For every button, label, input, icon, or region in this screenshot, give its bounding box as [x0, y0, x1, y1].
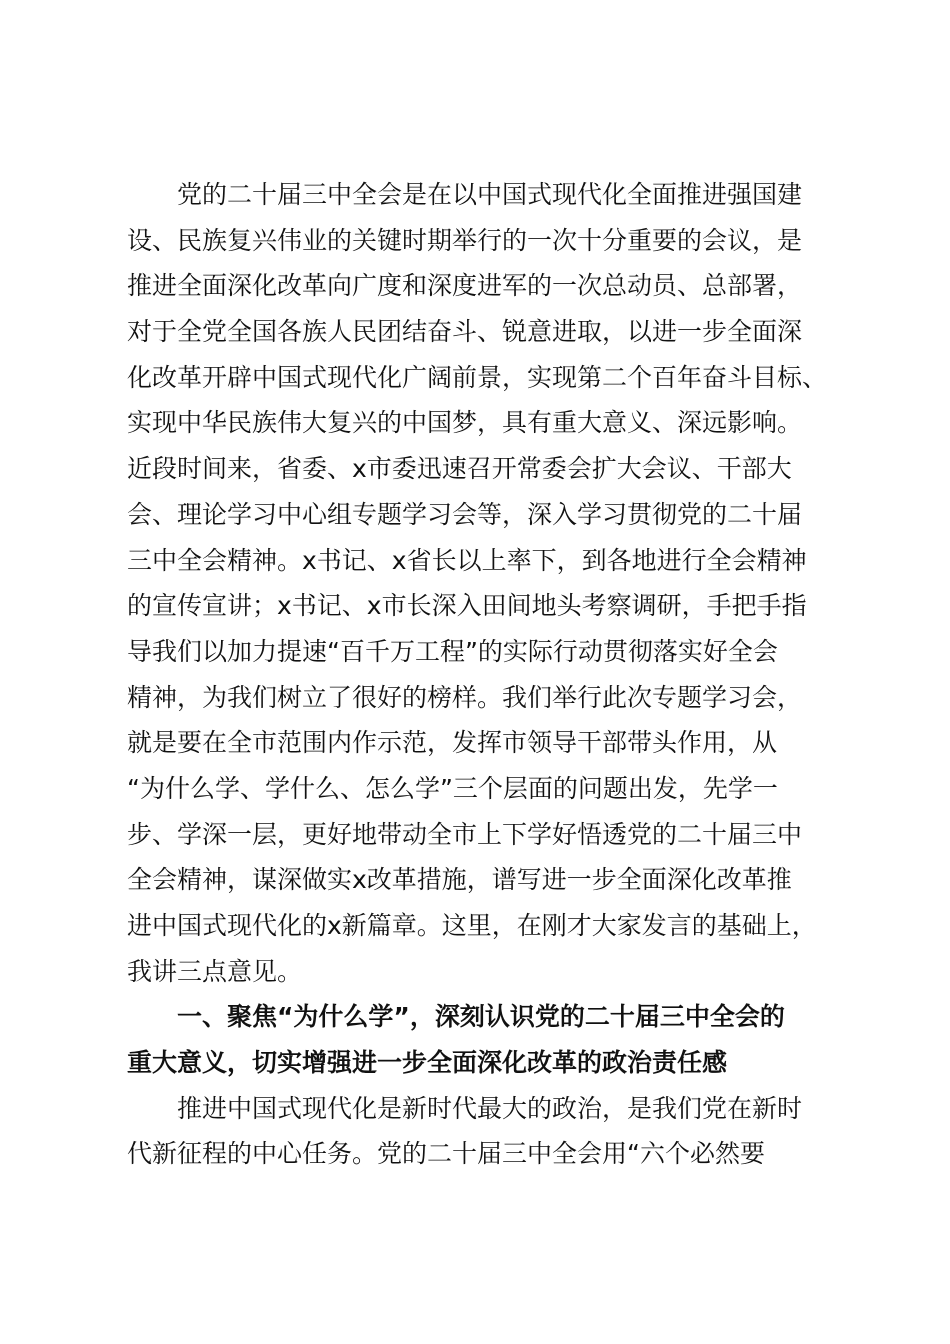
- paragraph-1-line: 精神，为我们树立了很好的榜样。我们举行此次专题学习会，: [127, 682, 803, 712]
- paragraph-1-line: 就是要在全市范围内作示范，发挥市领导干部带头作用，从: [127, 728, 778, 758]
- paragraph-1-line: “为什么学、学什么、怎么学”三个层面的问题出发，先学一: [127, 773, 778, 803]
- section-heading-line: 一、聚焦“为什么学”，深刻认识党的二十届三中全会的: [177, 1002, 785, 1032]
- paragraph-1-line: 近段时间来，省委、x市委迅速召开常委会扩大会议、干部大: [127, 454, 792, 484]
- paragraph-2-line: 推进中国式现代化是新时代最大的政治，是我们党在新时: [177, 1093, 803, 1123]
- paragraph-1-line: 推进全面深化改革向广度和深度进军的一次总动员、总部署，: [127, 271, 803, 301]
- paragraph-1-line: 导我们以加力提速“百千万工程”的实际行动贯彻落实好全会: [127, 636, 778, 666]
- paragraph-1-line: 的宣传宣讲；x书记、x市长深入田间地头考察调研，手把手指: [127, 591, 807, 621]
- paragraph-1-line: 对于全党全国各族人民团结奋斗、锐意进取，以进一步全面深: [127, 317, 803, 347]
- paragraph-1-line: 进中国式现代化的x新篇章。这里，在刚才大家发言的基础上，: [127, 911, 817, 940]
- paragraph-1-line: 化改革开辟中国式现代化广阔前景，实现第二个百年奋斗目标、: [127, 362, 828, 392]
- paragraph-1-line: 设、民族复兴伟业的关键时期举行的一次十分重要的会议，是: [127, 225, 803, 255]
- paragraph-1-line: 步、学深一层，更好地带动全市上下学好悟透党的二十届三中: [127, 819, 803, 849]
- paragraph-1-line: 全会精神，谋深做实x改革措施，谱写进一步全面深化改革推: [127, 865, 792, 895]
- paragraph-1-line: 会、理论学习中心组专题学习会等，深入学习贯彻党的二十届: [127, 499, 803, 529]
- paragraph-2-line: 代新征程的中心任务。党的二十届三中全会用“六个必然要: [127, 1139, 765, 1169]
- document-body: [127, 172, 857, 1177]
- paragraph-1-line: 实现中华民族伟大复兴的中国梦，具有重大意义、深远影响。: [127, 408, 803, 438]
- paragraph-1-line: 三中全会精神。x书记、x省长以上率下，到各地进行全会精神: [127, 545, 807, 575]
- paragraph-1-line: 党的二十届三中全会是在以中国式现代化全面推进强国建: [177, 180, 803, 209]
- section-heading-line: 重大意义，切实增强进一步全面深化改革的政治责任感: [127, 1048, 728, 1078]
- paragraph-1-line: 我讲三点意见。: [127, 956, 303, 986]
